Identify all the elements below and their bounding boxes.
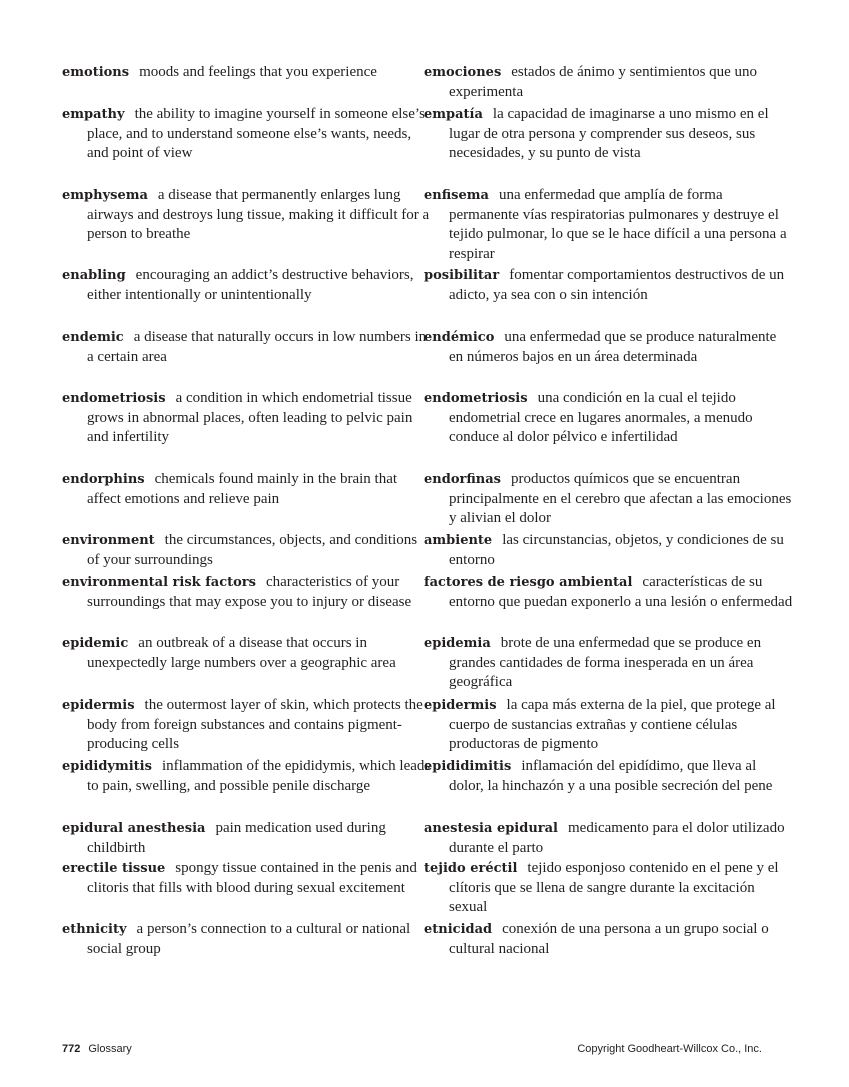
glossary-definition: a person’s connection to a cultural or national social group [87, 921, 411, 957]
glossary-entry [424, 328, 794, 367]
glossary-entry [424, 105, 794, 164]
glossary-term: ethnicity [62, 922, 127, 937]
glossary-entry [62, 328, 432, 367]
glossary-term: endorphins [62, 472, 145, 487]
glossary-term: environmental risk factors [62, 575, 256, 590]
glossary-definition: a disease that naturally occurs in low numbers in a certain area [87, 329, 427, 365]
glossary-definition: productos químicos que se encuentran principalmente en el cerebro que afectan a las emociones y alivian el dolor [449, 471, 792, 526]
glossary-term: tejido eréctil [424, 861, 518, 876]
glossary-definition: an outbreak of a disease that occurs in unexpectedly large numbers over a geographic area [87, 635, 396, 671]
glossary-entry [424, 63, 794, 102]
glossary-term: ambiente [424, 533, 493, 548]
glossary-definition: inflamación del epidídimo, que lleva al dolor, la hinchazón y a una posible secreción del pene [449, 758, 773, 794]
glossary-term: epidural anesthesia [62, 821, 206, 836]
glossary-entry [424, 634, 794, 693]
glossary-entry [62, 105, 432, 164]
glossary-definition: the outermost layer of skin, which protects the body from foreign substances and contains pigment-producing cells [87, 697, 423, 752]
glossary-definition: la capa más externa de la piel, que protege al cuerpo de sustancias extrañas y contiene células productoras de pigmento [449, 697, 776, 752]
glossary-entry [62, 920, 432, 959]
section-name: Glossary [88, 1043, 132, 1055]
glossary-term: erectile tissue [62, 861, 166, 876]
glossary-entry [62, 186, 432, 245]
glossary-term: factores de riesgo ambiental [424, 575, 633, 590]
glossary-definition: conexión de una persona a un grupo social o cultural nacional [449, 921, 769, 957]
glossary-term: endorfinas [424, 472, 501, 487]
copyright-notice: Copyright Goodheart-Willcox Co., Inc. [577, 1043, 762, 1055]
glossary-definition: tejido esponjoso contenido en el pene y el clítoris que se llena de sangre durante la excitación sexual [449, 860, 779, 915]
glossary-term: emociones [424, 65, 502, 80]
glossary-definition: medicamento para el dolor utilizado durante el parto [449, 820, 785, 856]
glossary-entry [62, 266, 432, 305]
glossary-definition: pain medication used during childbirth [87, 820, 386, 856]
glossary-definition: the ability to imagine yourself in someone else’s place, and to understand someone else’s wants, needs, and point of view [87, 106, 425, 161]
glossary-entry [424, 859, 794, 918]
glossary-entry [424, 819, 794, 858]
glossary-definition: a disease that permanently enlarges lung airways and destroys lung tissue, making it difficult for a person to breathe [87, 187, 430, 242]
glossary-entry [62, 859, 432, 898]
glossary-definition: spongy tissue contained in the penis and clitoris that fills with blood during sexual excitement [87, 860, 417, 896]
glossary-entry [62, 63, 432, 83]
glossary-entry [424, 920, 794, 959]
glossary-definition: las circunstancias, objetos, y condiciones de su entorno [449, 532, 784, 568]
glossary-term: epidemic [62, 636, 129, 651]
glossary-definition: fomentar comportamientos destructivos de un adicto, ya sea con o sin intención [449, 267, 785, 303]
glossary-term: epididymitis [62, 759, 152, 774]
glossary-definition: estados de ánimo y sentimientos que uno experimenta [449, 64, 758, 100]
glossary-entry [424, 266, 794, 305]
glossary-definition: the circumstances, objects, and conditions of your surroundings [87, 532, 418, 568]
glossary-definition: moods and feelings that you experience [139, 64, 377, 80]
glossary-term: epidermis [424, 698, 497, 713]
glossary-definition: encouraging an addict’s destructive behaviors, either intentionally or unintentionally [87, 267, 414, 303]
glossary-term: empathy [62, 107, 125, 122]
glossary-entry [424, 573, 794, 612]
glossary-term: enabling [62, 268, 126, 283]
glossary-term: epididimitis [424, 759, 512, 774]
glossary-term: epidemia [424, 636, 491, 651]
glossary-entry [62, 757, 432, 796]
glossary-entry [62, 470, 432, 509]
glossary-term: posibilitar [424, 268, 500, 283]
glossary-entry [62, 573, 432, 612]
glossary-definition: una enfermedad que se produce naturalmente en números bajos en un área determinada [449, 329, 777, 365]
glossary-definition: a condition in which endometrial tissue grows in abnormal places, often leading to pelvic pain and infertility [87, 390, 413, 445]
glossary-entry [62, 389, 432, 448]
glossary-entry [62, 819, 432, 858]
glossary-term: anestesia epidural [424, 821, 558, 836]
glossary-definition: characteristics of your surroundings that may expose you to injury or disease [87, 574, 412, 610]
glossary-definition: chemicals found mainly in the brain that affect emotions and relieve pain [87, 471, 398, 507]
glossary-entry [62, 634, 432, 673]
glossary-entry [62, 696, 432, 755]
page-number: 772 [62, 1043, 81, 1055]
glossary-entry [424, 186, 794, 264]
glossary-term: emphysema [62, 188, 148, 203]
glossary-term: etnicidad [424, 922, 493, 937]
glossary-entry [424, 470, 794, 529]
glossary-term: endemic [62, 330, 124, 345]
glossary-term: epidermis [62, 698, 135, 713]
glossary-term: enfisema [424, 188, 489, 203]
glossary-definition: inflammation of the epididymis, which leads to pain, swelling, and possible penile discharge [87, 758, 431, 794]
glossary-term: emotions [62, 65, 130, 80]
glossary-definition: la capacidad de imaginarse a uno mismo en el lugar de otra persona y comprender sus deseos, sus necesidades, y su punto de vista [449, 106, 769, 161]
glossary-entry [424, 531, 794, 570]
glossary-term: endometriosis [424, 391, 528, 406]
glossary-entry [424, 757, 794, 796]
glossary-term: environment [62, 533, 155, 548]
glossary-definition: una enfermedad que amplía de forma permanente vías respiratorias pulmonares y destruye el tejido pulmonar, lo que se le hace difícil a una persona a respirar [449, 187, 787, 262]
glossary-entry [424, 696, 794, 755]
glossary-entry [62, 531, 432, 570]
glossary-definition: características de su entorno que puedan exponerlo a una lesión o enfermedad [449, 574, 793, 610]
glossary-definition: brote de una enfermedad que se produce en grandes cantidades de forma inesperada en un área geográfica [449, 635, 762, 690]
glossary-definition: una condición en la cual el tejido endometrial crece en lugares anormales, a menudo conduce al dolor pélvico e infertilidad [449, 390, 753, 445]
glossary-term: empatía [424, 107, 483, 122]
glossary-entry [424, 389, 794, 448]
glossary-term: endometriosis [62, 391, 166, 406]
glossary-term: endémico [424, 330, 495, 345]
page-footer [62, 1043, 762, 1059]
